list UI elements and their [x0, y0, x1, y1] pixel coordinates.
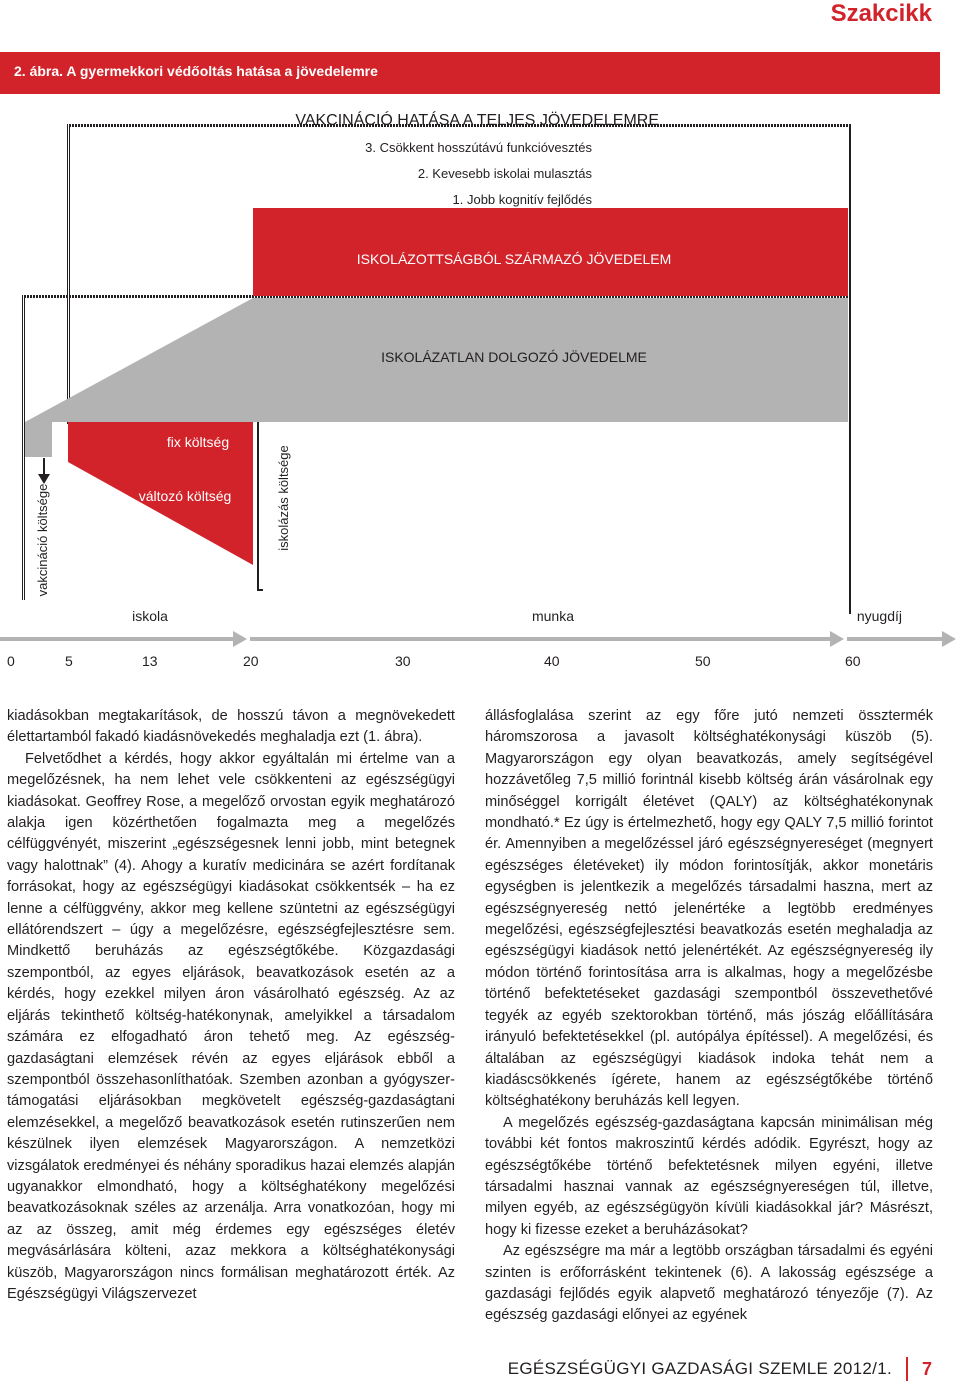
tick-40: 40: [544, 653, 560, 669]
marker-dashed-left-1: [67, 124, 70, 424]
timeline-chevron-2: [830, 631, 844, 647]
label-effect-2: 2. Kevesebb iskolai mulasztás: [417, 166, 592, 181]
tick-50: 50: [695, 653, 711, 669]
label-total-effect: VAKCINÁCIÓ HATÁSA A TELJES JÖVEDELEMRE: [295, 112, 659, 129]
timeline-bar-3: [847, 637, 942, 641]
vaccination-cost-box: [25, 422, 52, 457]
footer: [508, 1357, 932, 1381]
figure-caption: 2. ábra. A gyermekkori védőoltás hatása a jövedelemre: [14, 63, 378, 79]
label-variable-cost: változó költség: [138, 488, 232, 504]
tick-30: 30: [395, 653, 411, 669]
label-effect-1: 1. Jobb kognitív fejlődés: [452, 192, 592, 207]
label-schooling-income: ISKOLÁZOTTSÁGBÓL SZÁRMAZÓ JÖVEDELEM: [356, 251, 672, 267]
timeline-bar-1: [0, 637, 233, 641]
vaccination-arrow-head: [38, 474, 50, 484]
section-title: Szakcikk: [830, 0, 932, 27]
figure: [0, 100, 960, 680]
tick-20: 20: [243, 653, 259, 669]
variable-cost-triangle: [68, 462, 253, 565]
journal-name: EGÉSZSÉGÜGYI GAZDASÁGI SZEMLE 2012/1.: [507, 1359, 892, 1378]
tick-13: 13: [142, 653, 158, 669]
timeline-chevron-3: [942, 631, 956, 647]
marker-dashed-left-2: [22, 295, 25, 600]
label-schooling-cost: iskolázás költsége: [276, 445, 291, 551]
right-column: [485, 706, 933, 1327]
left-paragraph-1: kiadásokban megtakarítások, de hosszú távon a megnövekedett élettartamból fakadó kiadásnövekedés meghaladja ezt (1. ábra).: [7, 708, 455, 746]
label-unschooled-income: ISKOLÁZATLAN DOLGOZÓ JÖVEDELME: [381, 349, 647, 365]
label-pension: nyugdíj: [856, 608, 902, 624]
income-diagram: [0, 100, 960, 680]
timeline-bar-2: [250, 637, 830, 641]
left-column: [7, 706, 455, 1305]
tick-5: 5: [65, 653, 73, 669]
right-paragraph-1: állásfoglalása szerint az egy főre jutó nemzeti össztermék háromszorosa a javasolt költséghatékonysági küszöb (5). Magyarországon egy olyan beavatkozás, amely segítségével hozzávetőleg 7,5 millió forintnál kisebb költség árán vásárolnak egy minőséggel korrigált életévet (QALY) az költséghatékonynak mondható.* Ez úgy is értelmezhető, hogy egy QALY 7,5 millió forintot ér. Amennyiben a megelőzéssel járó egészségnyereséget (megnyert egészséges életéveket) ily módon forintosítják, akkor monetáris egységben is jelentkezik a megelőzés társadalmi haszna, mert az egészségnyereség nettó jelenértéke a legtöbb eredményes megelőzési, egészségfejlesztési beavatkozás esetén meghaladja az egészségügyi kiadások nettó jelenértékét. Az egészségnyereség ily módon történő forintosítása arra is alkalmas, hogy a megelőzésbe történő befektetéseket gazdasági szempontból összevethetővé tegyék az egyéb szektorokban történő, más jószág előállítására irányuló befektetésekkel (pl. autópálya építéssel). A megelőzési, és általában az egészségügyi kiadások indoka tehát nem a kiadáscsökkenés ígérete, hanem az egészségtőkébe történő költséghatékony beruházás kell legyen.: [485, 708, 933, 1110]
tick-0: 0: [7, 653, 15, 669]
page-number: 7: [921, 1358, 932, 1379]
marker-dashed-right: [848, 124, 851, 614]
right-paragraph-3: Az egészségre ma már a legtöbb országban társadalmi és egyéni szinten is erőforrásként tekintenek (6). A lakosság egészsége a gazdasági fejlődés egyik alapvető meghatározó tényezője (7). Az egészség gazdasági előnyei az egyének: [485, 1243, 933, 1324]
label-fixed-cost: fix költség: [166, 434, 230, 450]
footer-separator: [906, 1357, 908, 1381]
label-work: munka: [531, 608, 575, 624]
right-paragraph-2: A megelőzés egészség-gazdaságtana kapcsán minimálisan még további két fontos makroszintű kérdés adódik. Egyrészt, hogy az egészségtőkébe történő befektetésnek milyen egyéni, illetve társadalmi hasznai vannak az egészségnyereségen túl, illetve, milyen egyéb, az egészségügyön kívüli kiadásokkal jár? Másrészt, hogy ki fizesse ezeket a beruházásokat?: [485, 1114, 933, 1238]
timeline-chevron-1: [233, 631, 247, 647]
left-paragraph-2: Felvetődhet a kérdés, hogy akkor egyáltalán mi értelme van a megelőzésnek, ha nem lehet vele csökkenteni az egészségügyi kiadásokat. Geoffrey Rose, a megelőző orvostan egyik meghatározó alakja igen közérthetően fogalmazta meg a megelőzés célfüggvényét, miszerint „egészségesnek lenni jobb, mint betegnek vagy halottnak” (4). Ahogy a kuratív medicinára se azért fordítanak forrásokat, hogy az egészségügyi kiadásokat csökkentsék – ha ez lenne a célfüggvény, akkor meg kellene szüntetni az egészségügyi ellátórendszert – úgy a megelőzésre, egészségfejlesztésre sem. Mindkettő beruházás az egészségtőkébe. Közgazdasági szempontból, az egyes eljárások, beavatkozások esetén az a kérdés, hogy ezekkel milyen áron vásárolható egészség. Az az eljárás tekinthető költség-hatékonynak, amelyikkel a társadalom számára ez elfogadható áron tehető meg. Az egészség-gazdaságtani elemzések révén az egyes eljárások ebből a szempontból összehasonlíthatóak. Szemben azonban a gyógyszer-támogatási eljárásokban megkövetelt egészség-gazdaságtani elemzésekkel, a megelőző beavatkozások esetén rutinszerűen nem készülnek ilyen elemzések Magyarországon. A nemzetközi vizsgálatok eredményei és néhány sporadikus hazai elemzés alapján ugyanakkor elmondható, hogy a költséghatékony megelőzési beavatkozásoknak széles az arzenálja. Arra vonatkozóan, hogy mi az az összeg, amit még érdemes egy egészséges életév megvásárlására költeni, azaz mekkora a költséghatékonysági küszöb, Magyarországon nincs formálisan meghatározott érték. Az Egészségügyi Világszervezet: [7, 750, 455, 1302]
tick-60: 60: [845, 653, 861, 669]
schooling-cost-bracket: [258, 422, 263, 590]
label-school: iskola: [132, 608, 168, 624]
label-effect-3: 3. Csökkent hosszútávú funkcióvesztés: [365, 140, 592, 155]
label-vaccination-cost: vakcináció költsége: [35, 483, 50, 597]
